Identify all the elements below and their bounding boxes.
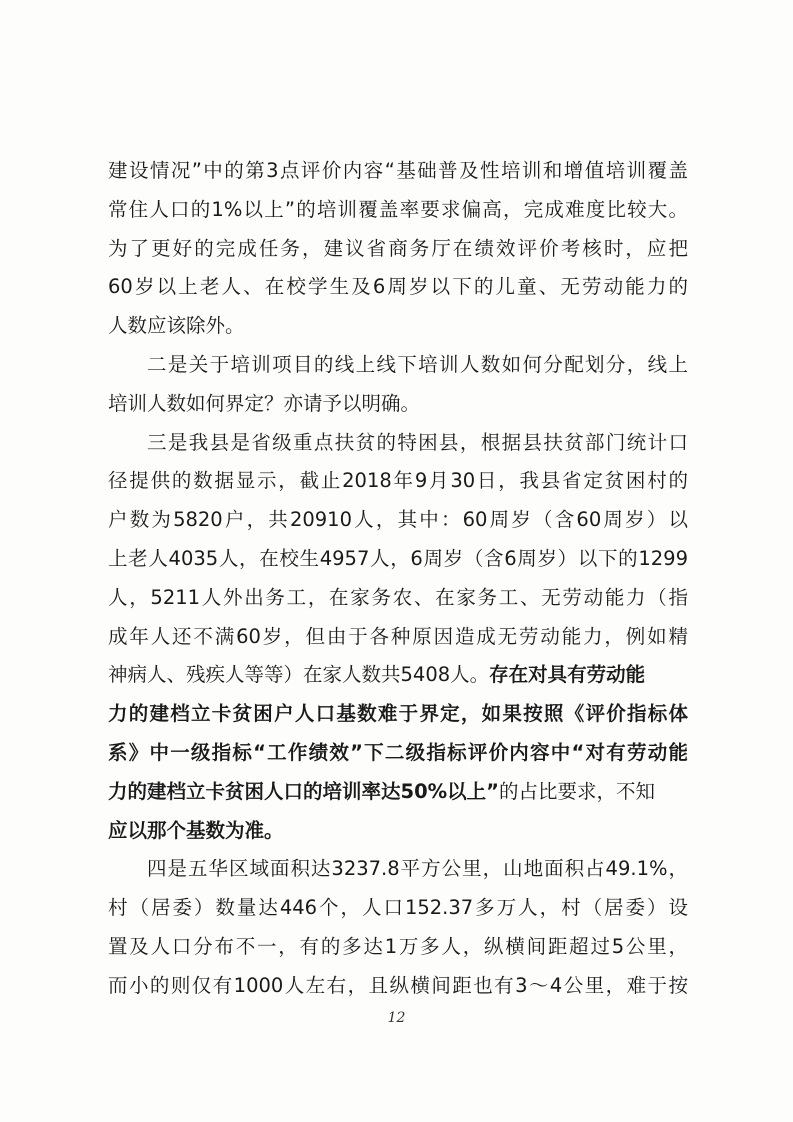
text-line: 户数为5820户，共20910人，其中：60周岁（含60周岁）以 (108, 508, 688, 532)
text-span: 的占比要求，不知 (499, 779, 656, 803)
document-body (108, 152, 688, 1006)
bold-text-line: 力的建档立卡贫困户人口基数难于界定，如果按照《评价指标体 (108, 702, 688, 726)
text-line: 成年人还不满60岁，但由于各种原因造成无劳动能力，例如精 (108, 624, 688, 648)
text-line: 置及人口分布不一，有的多达1万多人，纵横间距超过5公里， (108, 934, 688, 958)
text-line: 村（居委）数量达446个，人口152.37多万人，村（居委）设 (108, 896, 688, 920)
text-line: 人，5211人外出务工，在家务农、在家务工、无劳动能力（指 (108, 585, 688, 609)
text-line: 三是我县是省级重点扶贫的特困县，根据县扶贫部门统计口 (147, 430, 688, 454)
text-line: 建设情况”中的第3点评价内容“基础普及性培训和增值培训覆盖 (108, 159, 688, 182)
text-span: 神病人、残疾人等等）在家人数共5408人。 (108, 663, 490, 687)
bold-text-line: 应以那个基数为准。 (108, 818, 284, 842)
text-line: 径提供的数据显示，截止2018年9月30日，我县省定贫困村的 (108, 469, 688, 493)
bold-text-span: 力的建档立卡贫困人口的培训率达50%以上” (108, 779, 499, 803)
page-number: 12 (387, 1010, 406, 1026)
bold-text-line: 系》中一级指标“工作绩效”下二级指标评价内容中“对有劳动能 (108, 740, 688, 764)
text-line: 60岁以上老人、在校学生及6周岁以下的儿童、无劳动能力的 (108, 275, 688, 299)
text-line: 上老人4035人，在校生4957人，6周岁（含6周岁）以下的1299 (108, 546, 688, 570)
text-line: 二是关于培训项目的线上线下培训人数如何分配划分，线上 (147, 352, 688, 376)
bold-text-span: 存在对具有劳动能 (489, 663, 646, 687)
text-line: 常住人口的1%以上”的培训覆盖率要求偏高，完成难度比较大。 (108, 197, 688, 221)
text-line: 而小的则仅有1000人左右，且纵横间距也有3～4公里，难于按 (108, 973, 688, 997)
text-line: 四是五华区域面积达3237.8平方公里，山地面积占49.1%， (147, 857, 688, 881)
text-line (108, 773, 688, 812)
text-line: 人数应该除外。 (108, 314, 245, 338)
text-line (108, 656, 688, 695)
text-line: 培训人数如何界定？亦请予以明确。 (108, 391, 421, 415)
text-line: 为了更好的完成任务，建议省商务厅在绩效评价考核时，应把 (108, 236, 688, 260)
